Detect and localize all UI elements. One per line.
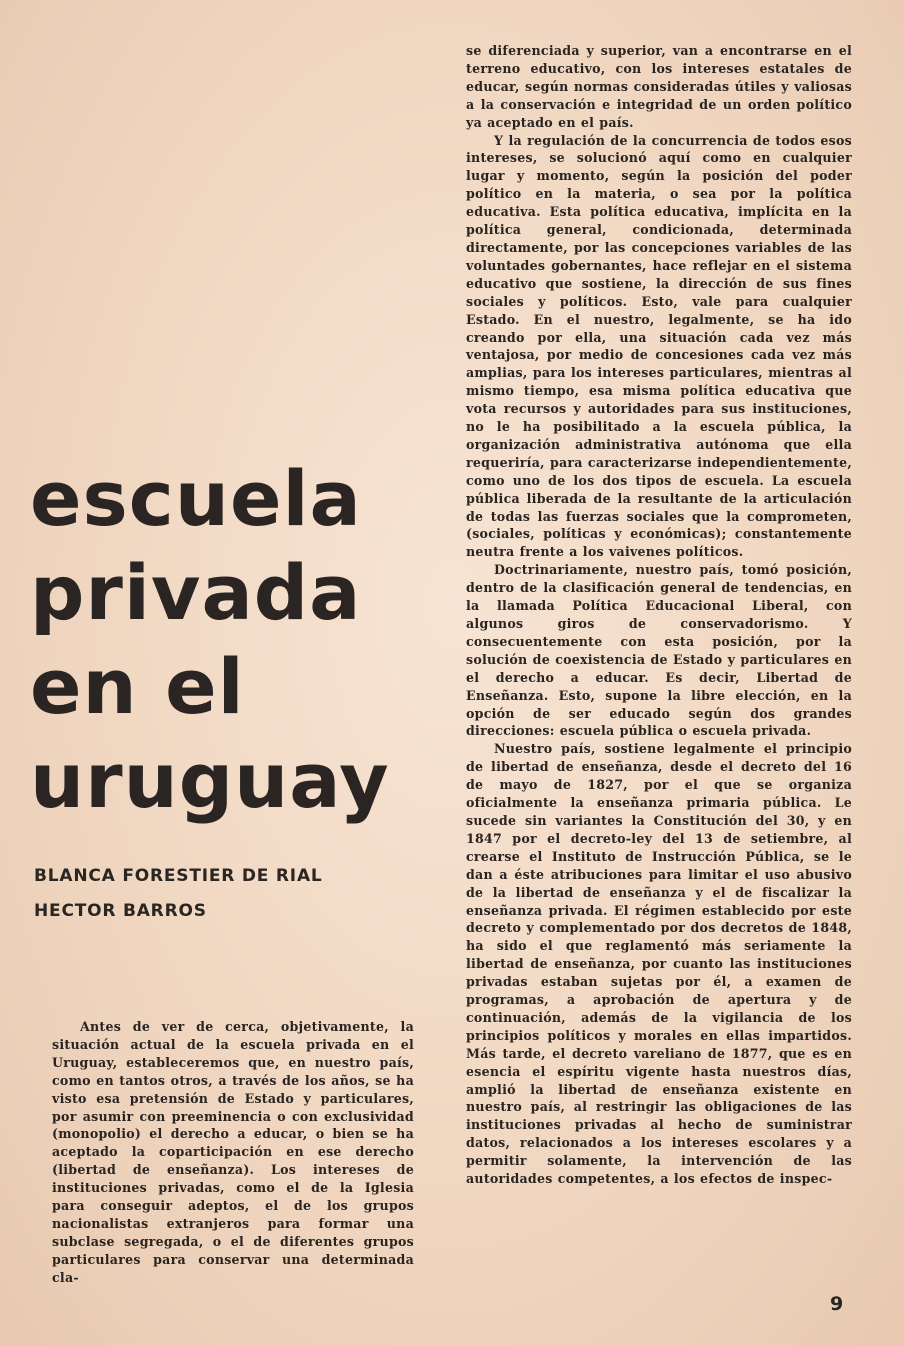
- right-text-column: [466, 42, 852, 1188]
- title-line-2: privada: [30, 548, 362, 637]
- paragraph: Doctrinariamente, nuestro país, tomó posición, dentro de la clasificación general de tendencias, en la llamada Política Educacional Liberal, con algunos giros de conservadorismo. Y consecuentemente con esta posición, por la solución de coexistencia de Estado y particulares en el derecho a educar. Es decir, Libertad de Enseñanza. Esto, supone la libre elección, en la opción de ser educado según dos grandes direcciones: escuela pública o escuela privada.: [466, 562, 852, 739]
- page-number: 9: [830, 1293, 844, 1315]
- paragraph: se diferenciada y superior, van a encontrarse en el terreno educativo, con los intereses estatales de educar, según normas consideradas útiles y valiosas a la conservación e integridad de un orden político ya aceptado en el país.: [466, 43, 852, 130]
- paragraph: Antes de ver de cerca, objetivamente, la situación actual de la escuela privada en el Uruguay, estableceremos que, en nuestro país, como en tantos otros, a través de los años, se ha visto esa pretensión de Estado y particulares, por asumir con preeminencia o con exclusividad (monopolio) el derecho a educar, o bien se ha aceptado la coparticipación en ese derecho (libertad de enseñanza). Los intereses de instituciones privadas, como el de la Iglesia para conseguir adeptos, el de los grupos nacionalistas extranjeros para formar una subclase segregada, o el de diferentes grupos particulares para conservar una determinada cla-: [52, 1019, 414, 1285]
- title-line-1: escuela: [30, 454, 362, 543]
- author-name: HECTOR BARROS: [34, 901, 207, 921]
- article-title: [30, 452, 430, 828]
- author-name: BLANCA FORESTIER DE RIAL: [34, 866, 323, 886]
- title-line-3: en el: [30, 642, 245, 731]
- author-list: [34, 859, 414, 929]
- paragraph: Nuestro país, sostiene legalmente el principio de libertad de enseñanza, desde el decreto del 16 de mayo de 1827, por el que se organiza oficialmente la enseñanza primaria pública. Le sucede sin variantes la Constitución del 30, y en 1847 por el decreto-ley del 13 de setiembre, al crearse el Instituto de Instrucción Pública, se le dan a éste atribuciones para limitar el uso abusivo de la libertad de enseñanza y el de fiscalizar la enseñanza privada. El régimen establecido por este decreto y complementado por dos decretos de 1848, ha sido el que reglamentó más seriamente la libertad de enseñanza, por cuanto las instituciones privadas estaban sujetas por él, a examen de programas, a aprobación de apertura y de continuación, además de la vigilancia de los principios políticos y morales en ellas impartidos. Más tarde, el decreto vareliano de 1877, que es en esencia el espíritu vigente hasta nuestros días, amplió la libertad de enseñanza existente en nuestro país, al restringir las obligaciones de las instituciones privadas al hecho de suministrar datos, relacionados a los intereses escolares y a permitir solamente, la intervención de las autoridades competentes, a los efectos de inspec-: [466, 741, 852, 1187]
- left-text-column: [52, 1018, 414, 1287]
- paragraph: Y la regulación de la concurrencia de todos esos intereses, se solucionó aquí como en cualquier lugar y momento, según la posición del poder político en la materia, o sea por la política educativa. Esta política educativa, implícita en la política general, condicionada, determinada directamente, por las concepciones variables de las voluntades gobernantes, hace reflejar en el sistema educativo que sostiene, la dirección de sus fines sociales y políticos. Esto, vale para cualquier Estado. En el nuestro, legalmente, se ha ido creando por ella, una situación cada vez más ventajosa, por medio de concesiones cada vez más amplias, para los intereses particulares, mientras al mismo tiempo, esa misma política educativa que vota recursos y autoridades para sus instituciones, no le ha posibilitado a la escuela pública, la organización administrativa autónoma que ella requeriría, para caracterizarse independientemente, como uno de los dos tipos de escuela. La escuela pública liberada de la resultante de la articulación de todas las fuerzas sociales que la comprometen, (sociales, políticas y económicas); constantemente neutra frente a los vaivenes políticos.: [466, 132, 852, 560]
- title-line-4: uruguay: [30, 736, 390, 825]
